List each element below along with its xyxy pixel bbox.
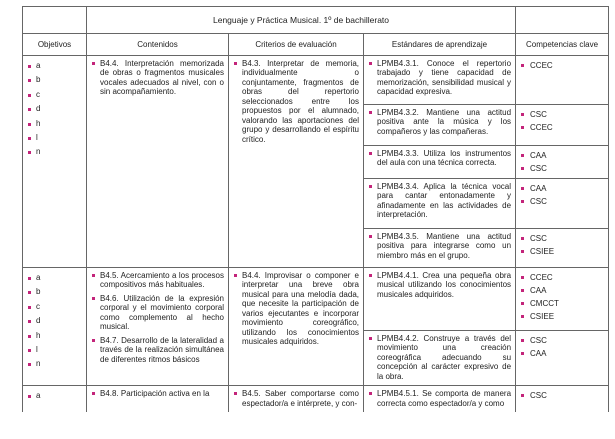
objetivo-item: c xyxy=(27,88,82,102)
estandar-cell xyxy=(364,105,516,146)
table-title-row xyxy=(23,7,609,34)
estandar-item: LPMB4.4.2. Construye a través del movimiento una creación coreográfica adecuando su concepción al carácter expresivo de la obra. xyxy=(368,334,511,381)
estandar-item: LPMB4.3.2. Mantiene una actitud positiva ante la música y los compañeros y las compañeras. xyxy=(368,108,511,136)
objetivos-list xyxy=(27,271,82,372)
competencia-item: CCEC xyxy=(520,59,604,72)
estandar-item: LPMB4.3.4. Aplica la técnica vocal para cantar entonadamente y afinadamente en las actividades de interpretación. xyxy=(368,182,511,220)
competencia-item: CAA xyxy=(520,347,604,360)
criterio-item: B4.4. Improvisar o componer e interpretar una breve obra musical para una melodía dada, que necesite la participación de varios ejecutantes e incorporar movimiento coreográfico, utilizando los conocimientos musicales adquiridos. xyxy=(233,271,359,347)
header-objetivos: Objetivos xyxy=(23,34,87,56)
competencias-cell xyxy=(516,146,609,179)
title-blank-cell xyxy=(23,7,87,34)
competencias-cell xyxy=(516,229,609,268)
competencia-item: CSC xyxy=(520,162,604,175)
contenido-item: B4.5. Acercamiento a los procesos compositivos más habituales. xyxy=(91,271,224,290)
objetivo-item: d xyxy=(27,314,82,328)
objetivo-item: l xyxy=(27,343,82,357)
objetivo-item: a xyxy=(27,389,82,403)
title-blank-cell-right xyxy=(516,7,609,34)
competencias-cell xyxy=(516,268,609,331)
criterios-cell xyxy=(229,268,364,386)
competencia-item: CSC xyxy=(520,195,604,208)
objetivo-item: a xyxy=(27,59,82,73)
objetivo-item: a xyxy=(27,271,82,285)
criterio-item: B4.5. Saber comportarse como espectador/a e intérprete, y con- xyxy=(233,389,359,408)
estandar-cell xyxy=(364,268,516,331)
objetivo-item: c xyxy=(27,300,82,314)
competencia-item: CSC xyxy=(520,108,604,121)
competencia-item: CMCCT xyxy=(520,297,604,310)
objetivos-list xyxy=(27,59,82,160)
contenidos-cell xyxy=(87,386,229,412)
competencia-item: CCEC xyxy=(520,271,604,284)
estandar-cell xyxy=(364,146,516,179)
contenido-item: B4.4. Interpretación memorizada de obras o fragmentos musicales vocales adecuados al nivel, con o sin acompañamiento. xyxy=(91,59,224,97)
header-estandares: Estándares de aprendizaje xyxy=(364,34,516,56)
competencias-cell xyxy=(516,56,609,105)
table-title: Lenguaje y Práctica Musical. 1º de bachillerato xyxy=(87,7,516,34)
contenidos-cell xyxy=(87,268,229,386)
objetivo-item: n xyxy=(27,357,82,371)
objetivo-item: d xyxy=(27,102,82,116)
objetivo-item: b xyxy=(27,285,82,299)
table-row xyxy=(23,386,609,412)
competencia-item: CSIEE xyxy=(520,245,604,258)
curriculum-table xyxy=(22,6,609,412)
competencias-cell xyxy=(516,179,609,229)
criterios-cell xyxy=(229,56,364,268)
estandar-cell xyxy=(364,56,516,105)
competencia-item: CSC xyxy=(520,389,604,402)
objetivo-item: b xyxy=(27,73,82,87)
contenidos-cell xyxy=(87,56,229,268)
header-criterios: Criterios de evaluación xyxy=(229,34,364,56)
table-row xyxy=(23,268,609,331)
estandar-item: LPMB4.3.3. Utiliza los instrumentos del aula con una técnica correcta. xyxy=(368,149,511,168)
objetivo-item: n xyxy=(27,145,82,159)
header-row xyxy=(23,34,609,56)
objetivo-item: h xyxy=(27,329,82,343)
objetivo-item: l xyxy=(27,131,82,145)
objetivos-cell xyxy=(23,386,87,412)
contenido-item: B4.7. Desarrollo de la lateralidad a través de la realización simultánea de diferentes ritmos básicos xyxy=(91,336,224,364)
estandar-item: LPMB4.4.1. Crea una pequeña obra musical utilizando los conocimientos musicales adquiridos. xyxy=(368,271,511,299)
contenido-item: B4.6. Utilización de la expresión corporal y el movimiento corporal como complemento al hecho musical. xyxy=(91,294,224,332)
estandar-cell xyxy=(364,386,516,412)
estandar-item: LPMB4.3.1. Conoce el repertorio trabajado y tiene capacidad de memorización, sensibilidad musical y capacidad expresiva. xyxy=(368,59,511,97)
criterios-cell xyxy=(229,386,364,412)
criterio-item: B4.3. Interpretar de memoria, individualmente o conjuntamente, fragmentos de obras del repertorio seleccionados entre los propuestos por el alumnado, valorando las aportaciones del grupo y desarrollando el espíritu crítico. xyxy=(233,59,359,144)
estandar-item: LPMB4.5.1. Se comporta de manera correcta como espectador/a y como xyxy=(368,389,511,408)
estandar-item: LPMB4.3.5. Mantiene una actitud positiva para integrarse como un miembro más en el grupo. xyxy=(368,232,511,260)
objetivos-cell xyxy=(23,56,87,268)
competencia-item: CSC xyxy=(520,232,604,245)
contenido-item: B4.8. Participación activa en la xyxy=(91,389,224,398)
table-row xyxy=(23,56,609,105)
competencia-item: CSC xyxy=(520,334,604,347)
competencia-item: CAA xyxy=(520,149,604,162)
competencia-item: CCEC xyxy=(520,121,604,134)
estandar-cell xyxy=(364,229,516,268)
competencias-cell xyxy=(516,331,609,386)
estandar-cell xyxy=(364,179,516,229)
objetivo-item: h xyxy=(27,117,82,131)
header-competencias: Competencias clave xyxy=(516,34,609,56)
competencia-item: CSIEE xyxy=(520,310,604,323)
competencia-item: CAA xyxy=(520,284,604,297)
competencias-cell xyxy=(516,105,609,146)
estandar-cell xyxy=(364,331,516,386)
competencia-item: CAA xyxy=(520,182,604,195)
objetivos-cell xyxy=(23,268,87,386)
competencias-cell xyxy=(516,386,609,412)
header-contenidos: Contenidos xyxy=(87,34,229,56)
